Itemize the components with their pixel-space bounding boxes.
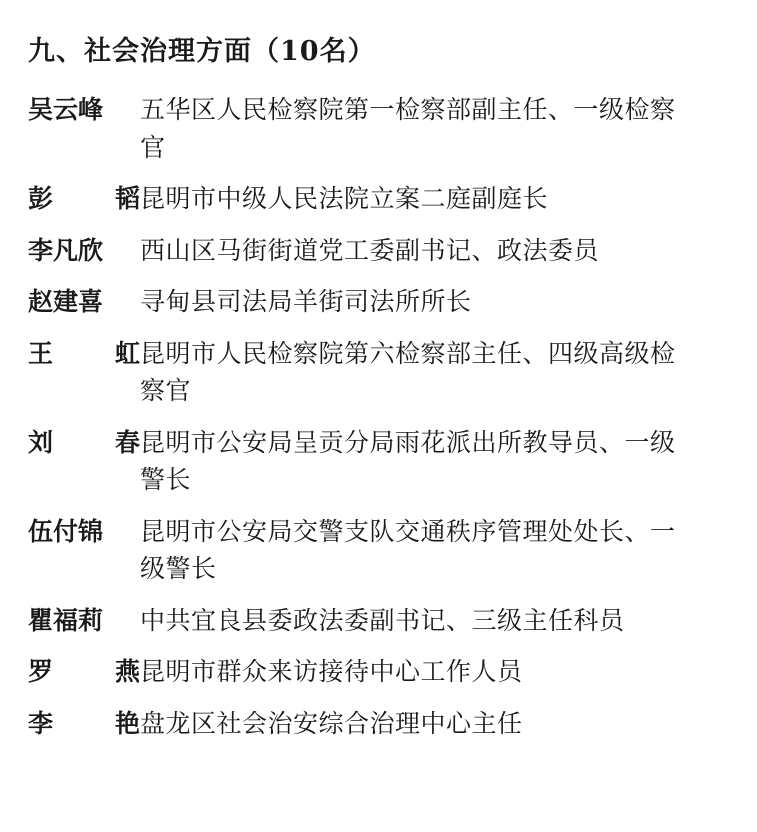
entry-name: 瞿福莉 bbox=[28, 605, 104, 635]
entry-title: 昆明市人民检察院第六检察部主任、四级高级检察官 bbox=[140, 338, 676, 406]
entry-title: 中共宜良县委政法委副书记、三级主任科员 bbox=[140, 605, 625, 635]
entry-title: 寻甸县司法局羊街司法所所长 bbox=[140, 287, 472, 317]
entry-list bbox=[28, 91, 729, 742]
entry-row bbox=[28, 283, 729, 321]
entry-name: 李艳 bbox=[28, 708, 140, 738]
entry-row bbox=[28, 335, 729, 410]
entry-title: 盘龙区社会治安综合治理中心主任 bbox=[140, 708, 523, 738]
entry-row bbox=[28, 232, 729, 270]
section-heading: 九、社会治理方面（10名） bbox=[28, 36, 376, 67]
entry-title: 昆明市群众来访接待中心工作人员 bbox=[140, 657, 523, 687]
entry-title: 西山区马街街道党工委副书记、政法委员 bbox=[140, 235, 600, 265]
entry-row bbox=[28, 513, 729, 588]
entry-title: 昆明市公安局交警支队交通秩序管理处处长、一级警长 bbox=[140, 516, 676, 584]
entry-row bbox=[28, 91, 729, 166]
entry-name: 伍付锦 bbox=[28, 516, 104, 546]
entry-name: 吴云峰 bbox=[28, 95, 104, 125]
entry-name: 罗燕 bbox=[28, 657, 140, 687]
entry-name: 彭韬 bbox=[28, 184, 140, 214]
entry-name: 赵建喜 bbox=[28, 287, 104, 317]
entry-name: 李凡欣 bbox=[28, 235, 104, 265]
entry-row bbox=[28, 705, 729, 743]
entry-title: 昆明市中级人民法院立案二庭副庭长 bbox=[140, 184, 549, 214]
entry-name: 刘春 bbox=[28, 427, 140, 457]
entry-row bbox=[28, 602, 729, 640]
entry-title: 昆明市公安局呈贡分局雨花派出所教导员、一级警长 bbox=[140, 427, 676, 495]
entry-row bbox=[28, 424, 729, 499]
entry-row bbox=[28, 653, 729, 691]
entry-name: 王虹 bbox=[28, 338, 140, 368]
entry-title: 五华区人民检察院第一检察部副主任、一级检察官 bbox=[140, 95, 676, 162]
entry-row bbox=[28, 180, 729, 218]
